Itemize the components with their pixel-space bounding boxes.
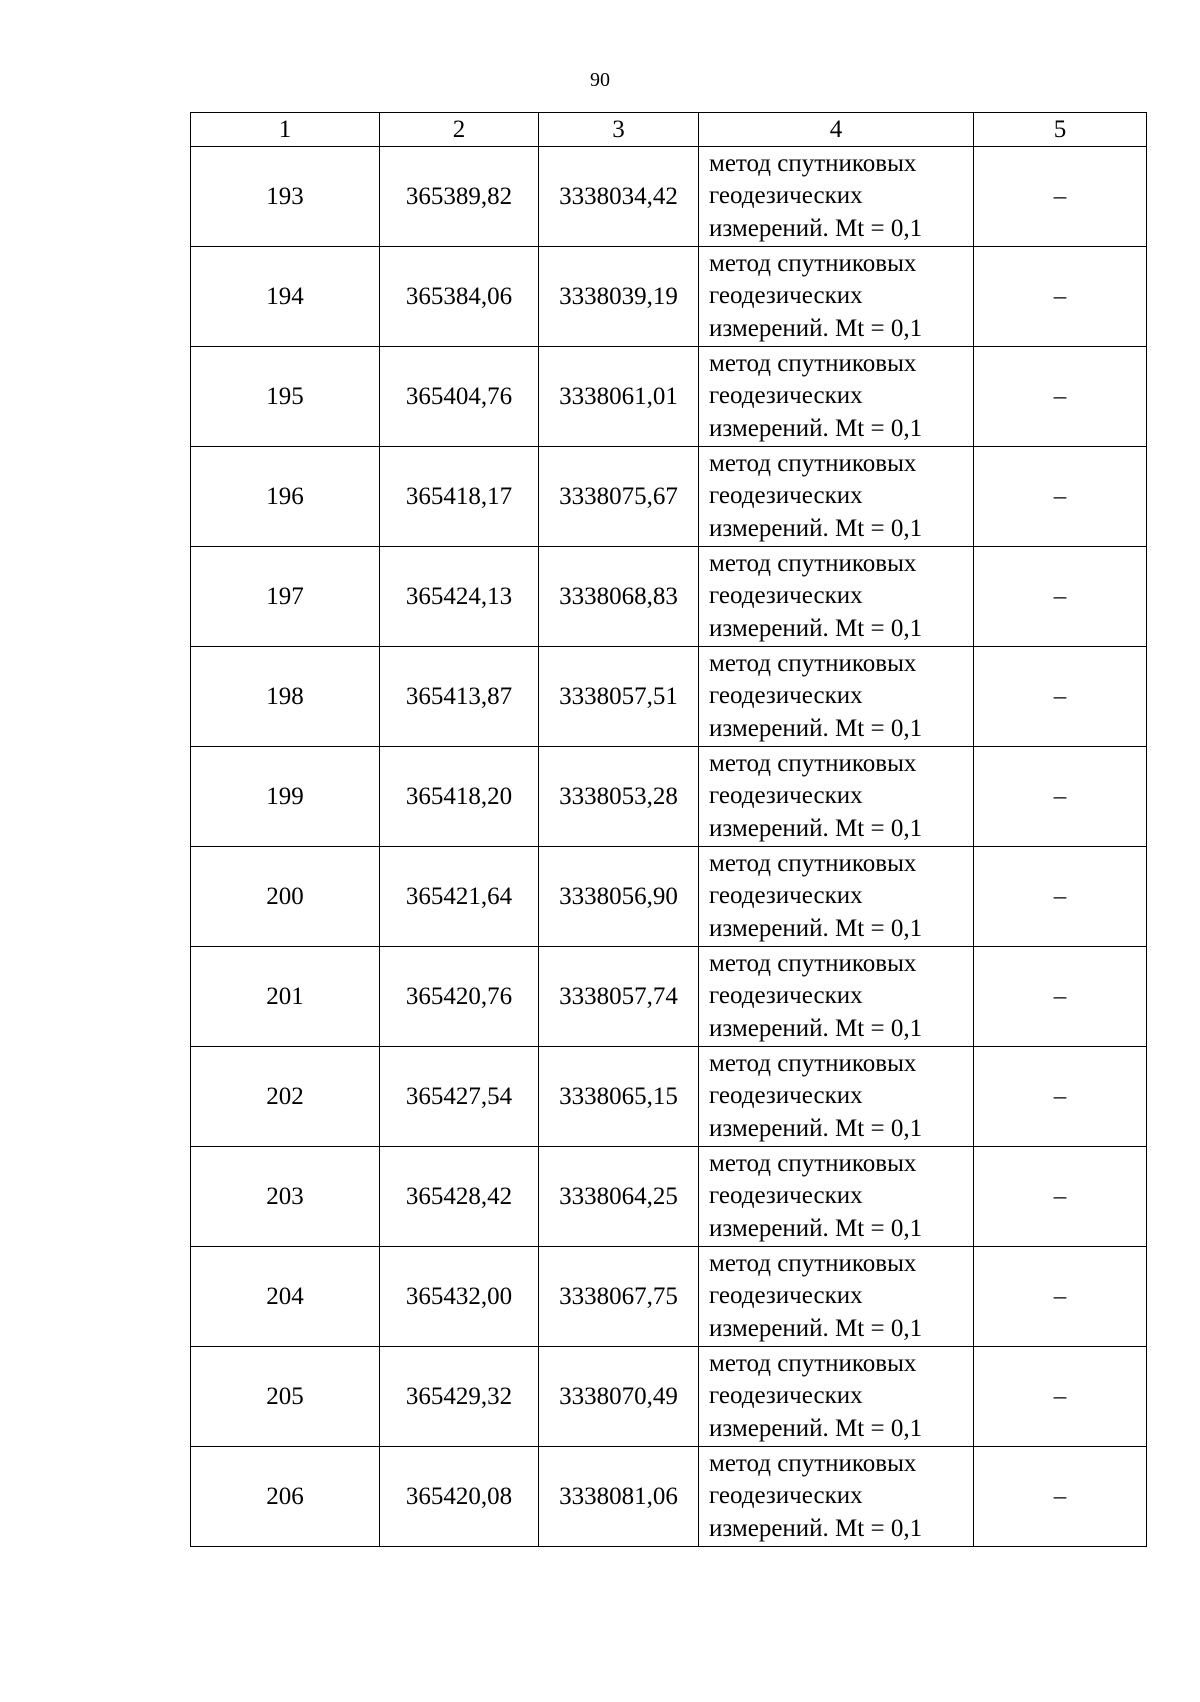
method-text-line: измерений. Mt = 0,1 xyxy=(709,414,923,442)
method-text-line: измерений. Mt = 0,1 xyxy=(709,1014,923,1042)
method-text-line: геодезических xyxy=(709,282,863,310)
y-coordinate-cell: 3338075,67 xyxy=(539,447,699,547)
table-row xyxy=(191,747,1147,847)
point-number-cell: 193 xyxy=(191,147,380,247)
method-cell xyxy=(699,747,974,847)
y-coordinate-cell: 3338061,01 xyxy=(539,347,699,447)
method-text-line: измерений. Mt = 0,1 xyxy=(709,514,923,542)
description-cell: – xyxy=(974,347,1147,447)
table-row xyxy=(191,247,1147,347)
column-header-1: 1 xyxy=(191,113,380,147)
x-coordinate-cell: 365424,13 xyxy=(380,547,539,647)
method-text-line: измерений. Mt = 0,1 xyxy=(709,1514,923,1542)
x-coordinate-cell: 365432,00 xyxy=(380,1247,539,1347)
y-coordinate-cell: 3338053,28 xyxy=(539,747,699,847)
y-coordinate-cell: 3338039,19 xyxy=(539,247,699,347)
y-coordinate-cell: 3338065,15 xyxy=(539,1047,699,1147)
method-text-line: геодезических xyxy=(709,1382,863,1410)
header-row xyxy=(191,113,1147,147)
description-cell: – xyxy=(974,647,1147,747)
method-text-line: измерений. Mt = 0,1 xyxy=(709,1114,923,1142)
method-cell xyxy=(699,1147,974,1247)
page-number: 90 xyxy=(590,69,610,91)
method-text-line: метод спутниковых xyxy=(709,849,917,877)
table-row xyxy=(191,547,1147,647)
method-text-line: геодезических xyxy=(709,1082,863,1110)
x-coordinate-cell: 365427,54 xyxy=(380,1047,539,1147)
method-cell xyxy=(699,247,974,347)
method-text-line: метод спутниковых xyxy=(709,1049,917,1077)
x-coordinate-cell: 365421,64 xyxy=(380,847,539,947)
x-coordinate-cell: 365428,42 xyxy=(380,1147,539,1247)
table-row xyxy=(191,1247,1147,1347)
method-text-line: геодезических xyxy=(709,1182,863,1210)
x-coordinate-cell: 365418,17 xyxy=(380,447,539,547)
method-cell xyxy=(699,147,974,247)
method-text-line: метод спутниковых xyxy=(709,349,917,377)
method-text-line: метод спутниковых xyxy=(709,1149,917,1177)
y-coordinate-cell: 3338068,83 xyxy=(539,547,699,647)
point-number-cell: 198 xyxy=(191,647,380,747)
method-cell xyxy=(699,847,974,947)
method-text-line: метод спутниковых xyxy=(709,549,917,577)
x-coordinate-cell: 365420,08 xyxy=(380,1447,539,1547)
method-text-line: геодезических xyxy=(709,1482,863,1510)
method-cell xyxy=(699,547,974,647)
method-text-line: геодезических xyxy=(709,482,863,510)
description-cell: – xyxy=(974,747,1147,847)
method-text-line: измерений. Mt = 0,1 xyxy=(709,214,923,242)
point-number-cell: 204 xyxy=(191,1247,380,1347)
method-text-line: метод спутниковых xyxy=(709,949,917,977)
description-cell: – xyxy=(974,547,1147,647)
description-cell: – xyxy=(974,1047,1147,1147)
coordinates-table xyxy=(190,112,1147,1547)
table-row xyxy=(191,947,1147,1047)
y-coordinate-cell: 3338070,49 xyxy=(539,1347,699,1447)
description-cell: – xyxy=(974,847,1147,947)
method-text-line: измерений. Mt = 0,1 xyxy=(709,314,923,342)
y-coordinate-cell: 3338056,90 xyxy=(539,847,699,947)
method-text-line: геодезических xyxy=(709,1282,863,1310)
method-text-line: метод спутниковых xyxy=(709,1449,917,1477)
point-number-cell: 194 xyxy=(191,247,380,347)
table-row xyxy=(191,847,1147,947)
table-body xyxy=(191,147,1147,1547)
x-coordinate-cell: 365389,82 xyxy=(380,147,539,247)
x-coordinate-cell: 365413,87 xyxy=(380,647,539,747)
method-text-line: геодезических xyxy=(709,982,863,1010)
description-cell: – xyxy=(974,447,1147,547)
method-text-line: геодезических xyxy=(709,882,863,910)
method-text-line: измерений. Mt = 0,1 xyxy=(709,714,923,742)
method-cell xyxy=(699,1047,974,1147)
description-cell: – xyxy=(974,1347,1147,1447)
x-coordinate-cell: 365420,76 xyxy=(380,947,539,1047)
column-header-4: 4 xyxy=(699,113,974,147)
method-text-line: измерений. Mt = 0,1 xyxy=(709,1214,923,1242)
method-text-line: геодезических xyxy=(709,682,863,710)
method-text-line: метод спутниковых xyxy=(709,1249,917,1277)
point-number-cell: 201 xyxy=(191,947,380,1047)
method-text-line: метод спутниковых xyxy=(709,749,917,777)
point-number-cell: 203 xyxy=(191,1147,380,1247)
column-header-5: 5 xyxy=(974,113,1147,147)
point-number-cell: 195 xyxy=(191,347,380,447)
method-cell xyxy=(699,1247,974,1347)
y-coordinate-cell: 3338034,42 xyxy=(539,147,699,247)
y-coordinate-cell: 3338057,51 xyxy=(539,647,699,747)
method-text-line: метод спутниковых xyxy=(709,649,917,677)
x-coordinate-cell: 365418,20 xyxy=(380,747,539,847)
table-header xyxy=(191,113,1147,147)
method-text-line: измерений. Mt = 0,1 xyxy=(709,814,923,842)
description-cell: – xyxy=(974,1247,1147,1347)
y-coordinate-cell: 3338081,06 xyxy=(539,1447,699,1547)
x-coordinate-cell: 365404,76 xyxy=(380,347,539,447)
point-number-cell: 197 xyxy=(191,547,380,647)
table-row xyxy=(191,647,1147,747)
description-cell: – xyxy=(974,1447,1147,1547)
point-number-cell: 202 xyxy=(191,1047,380,1147)
point-number-cell: 206 xyxy=(191,1447,380,1547)
table-row xyxy=(191,1047,1147,1147)
method-text-line: измерений. Mt = 0,1 xyxy=(709,1314,923,1342)
method-text-line: геодезических xyxy=(709,582,863,610)
method-text-line: измерений. Mt = 0,1 xyxy=(709,914,923,942)
x-coordinate-cell: 365429,32 xyxy=(380,1347,539,1447)
table-row xyxy=(191,347,1147,447)
y-coordinate-cell: 3338064,25 xyxy=(539,1147,699,1247)
table-row xyxy=(191,1147,1147,1247)
table-row xyxy=(191,447,1147,547)
method-text-line: геодезических xyxy=(709,382,863,410)
y-coordinate-cell: 3338067,75 xyxy=(539,1247,699,1347)
description-cell: – xyxy=(974,247,1147,347)
column-header-2: 2 xyxy=(380,113,539,147)
description-cell: – xyxy=(974,147,1147,247)
y-coordinate-cell: 3338057,74 xyxy=(539,947,699,1047)
method-cell xyxy=(699,347,974,447)
method-text-line: метод спутниковых xyxy=(709,1349,917,1377)
method-text-line: геодезических xyxy=(709,782,863,810)
method-text-line: метод спутниковых xyxy=(709,149,917,177)
description-cell: – xyxy=(974,1147,1147,1247)
method-cell xyxy=(699,947,974,1047)
method-text-line: измерений. Mt = 0,1 xyxy=(709,1414,923,1442)
method-text-line: измерений. Mt = 0,1 xyxy=(709,614,923,642)
method-text-line: метод спутниковых xyxy=(709,249,917,277)
column-header-3: 3 xyxy=(539,113,699,147)
method-cell xyxy=(699,1447,974,1547)
point-number-cell: 199 xyxy=(191,747,380,847)
method-text-line: геодезических xyxy=(709,182,863,210)
table-row xyxy=(191,1447,1147,1547)
description-cell: – xyxy=(974,947,1147,1047)
table-row xyxy=(191,1347,1147,1447)
method-text-line: метод спутниковых xyxy=(709,449,917,477)
table-row xyxy=(191,147,1147,247)
method-cell xyxy=(699,647,974,747)
point-number-cell: 196 xyxy=(191,447,380,547)
point-number-cell: 200 xyxy=(191,847,380,947)
x-coordinate-cell: 365384,06 xyxy=(380,247,539,347)
point-number-cell: 205 xyxy=(191,1347,380,1447)
method-cell xyxy=(699,1347,974,1447)
method-cell xyxy=(699,447,974,547)
